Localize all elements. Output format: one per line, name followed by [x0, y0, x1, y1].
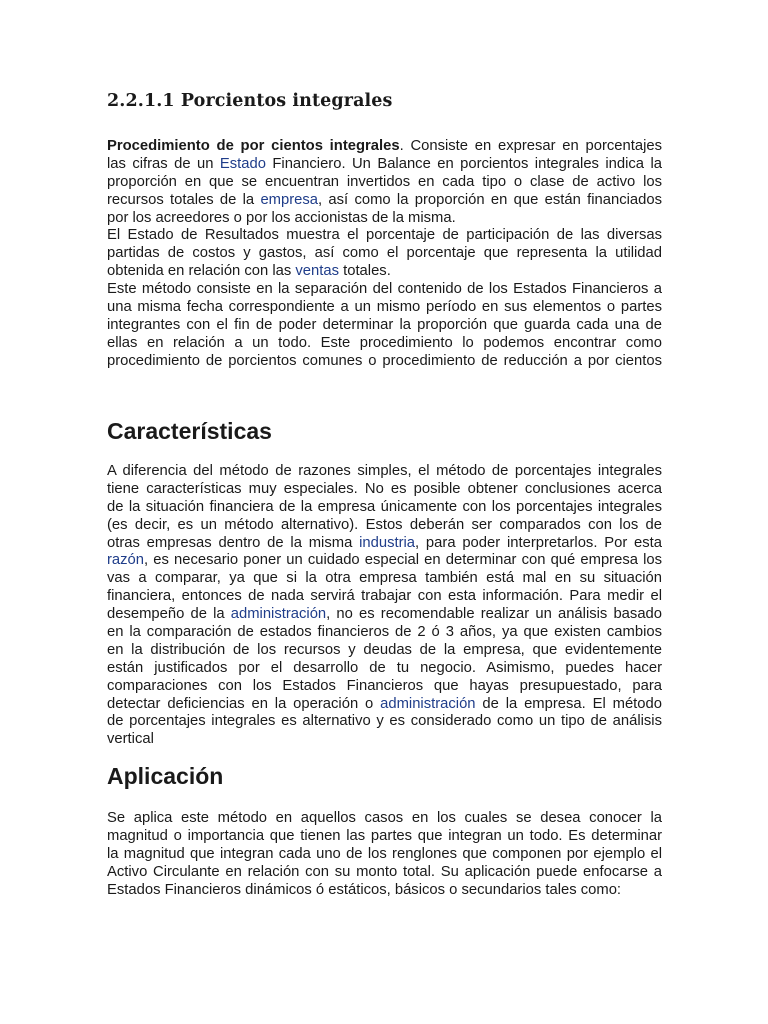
line-text: de la empresa. El método — [475, 695, 662, 712]
line-text: integrantes con el fin de poder determinar la proporción que guarda cada una de — [107, 316, 662, 333]
line-text: están justificados por el desarrollo de tu negocio. Asimismo, puedes hacer — [107, 659, 662, 676]
caracteristicas-heading: Características — [107, 418, 272, 444]
text-line — [107, 552, 662, 570]
line-text: , no es recomendable realizar un análisis basado — [326, 606, 662, 623]
text-line — [107, 882, 662, 900]
line-text: la magnitud que integran cada uno de los renglones que componen por ejemplo el — [107, 845, 662, 862]
line-text: A diferencia del método de razones simples, el método de porcentajes integrales — [107, 463, 662, 479]
line-text: Se aplica este método en aquellos casos en los cuales se desea conocer la — [107, 810, 662, 826]
line-text: (es decir, es un método alternativo). Estos deberán ser comparados con los de — [107, 516, 662, 533]
text-line — [107, 281, 662, 299]
text-line — [107, 606, 662, 624]
text-line — [107, 156, 662, 174]
text-line — [107, 713, 662, 731]
inline-link[interactable]: administración — [380, 695, 476, 712]
line-text: Estados Financieros dinámicos ó estáticos, básicos o secundarios tales como: — [107, 881, 622, 898]
line-text: El Estado de Resultados muestra el porcentaje de participación de las diversas — [107, 227, 662, 244]
line-text: en la comparación de estados financieros de 2 ó 3 años, ya que existen cambios — [107, 624, 662, 641]
line-text: Este método consiste en la separación del contenido de los Estados Financieros a — [107, 281, 662, 298]
line-text: las cifras de un — [107, 155, 220, 172]
text-line — [107, 335, 662, 353]
intro-paragraph — [107, 138, 662, 371]
text-line — [107, 810, 662, 828]
line-text: por los acreedores o por los accionistas de la misma. — [107, 209, 456, 226]
line-text: comparaciones con los Estados Financieros que hayas presupuestado, para — [107, 677, 662, 694]
aplicacion-heading: Aplicación — [107, 763, 224, 789]
text-line — [107, 624, 662, 642]
line-text: detectar deficiencias en la operación o — [107, 695, 381, 712]
line-text: vas a comparar, ya que si la otra empresa también está mal en su situación — [107, 570, 662, 587]
line-text: otras empresas dentro de la misma — [107, 534, 360, 551]
text-line — [107, 678, 662, 696]
text-line — [107, 828, 662, 846]
inline-link[interactable]: administración — [230, 606, 327, 623]
line-text: vertical — [107, 731, 154, 748]
text-line — [107, 463, 662, 481]
text-line — [107, 263, 662, 281]
subsection-title: 2.2.1.1 Porcientos integrales — [107, 91, 393, 111]
text-line — [107, 245, 662, 263]
inline-link[interactable]: Estado — [219, 155, 266, 172]
text-line — [107, 299, 662, 317]
text-line — [107, 174, 662, 192]
text-line — [107, 227, 662, 245]
aplicacion-paragraph — [107, 810, 662, 899]
line-text: , es necesario poner un cuidado especial en determinar con qué empresa los — [144, 552, 662, 569]
text-line — [107, 481, 662, 499]
text-line — [107, 642, 662, 660]
text-line — [107, 138, 662, 156]
inline-link[interactable]: razón — [107, 552, 145, 569]
line-text: magnitud o importancia que tienen las partes que integran un todo. Es determinar — [107, 827, 662, 844]
line-text: totales. — [339, 263, 391, 280]
line-text: partidas de costos y gastos, así como el porcentaje que representa la utilidad — [107, 245, 662, 262]
line-text: , así como la proporción en que están financiados — [318, 191, 662, 208]
line-text: en la distribución de los recursos y deudas de la empresa, que evidentemente — [107, 641, 662, 658]
text-line — [107, 192, 662, 210]
text-line — [107, 864, 662, 882]
bold-term: Procedimiento de por cientos integrales — [107, 138, 400, 154]
text-line — [107, 696, 662, 714]
line-text: proporción en que se encuentran invertidos en cada tipo o clase de activo los — [107, 173, 662, 190]
text-line — [107, 570, 662, 588]
line-text: obtenida en relación con las — [107, 263, 296, 280]
text-line — [107, 588, 662, 606]
text-line — [107, 660, 662, 678]
text-line — [107, 535, 662, 553]
line-text: Activo Circulante en relación con su monto total. Su aplicación puede enfocarse a — [107, 863, 662, 880]
line-text: , para poder interpretarlos. Por esta — [415, 534, 662, 551]
inline-link[interactable]: empresa — [260, 191, 319, 208]
line-text: financiera, entonces de nada servirá trabajar con esta información. Para medir el — [107, 588, 662, 605]
line-text: desempeño de la — [107, 606, 231, 623]
line-text: recursos totales de la — [107, 191, 261, 208]
line-text: ellas en relación a un todo. Este procedimiento lo podemos encontrar como — [107, 334, 662, 351]
line-text: Financiero. Un Balance en porcientos integrales indica la — [265, 155, 662, 172]
text-line — [107, 731, 662, 749]
text-line — [107, 317, 662, 335]
inline-link[interactable]: ventas — [295, 263, 339, 280]
text-line — [107, 499, 662, 517]
text-line — [107, 353, 662, 371]
text-line — [107, 517, 662, 535]
text-line — [107, 846, 662, 864]
line-text: tiene características muy especiales. No es posible obtener conclusiones acerca — [107, 480, 662, 497]
line-text: . Consiste en expresar en porcentajes — [399, 138, 662, 154]
inline-link[interactable]: industria — [359, 534, 416, 551]
caracteristicas-paragraph — [107, 463, 662, 749]
line-text: una misma fecha correspondiente a un mismo período en sus elementos o partes — [107, 299, 662, 316]
line-text: de la situación financiera de la empresa únicamente con los porcentajes integrales — [107, 498, 662, 515]
line-text: procedimiento de porcientos comunes o procedimiento de reducción a por cientos — [107, 352, 662, 369]
line-text: de porcentajes integrales es alternativo y es considerado como un tipo de análisis — [107, 713, 662, 730]
text-line — [107, 210, 662, 228]
